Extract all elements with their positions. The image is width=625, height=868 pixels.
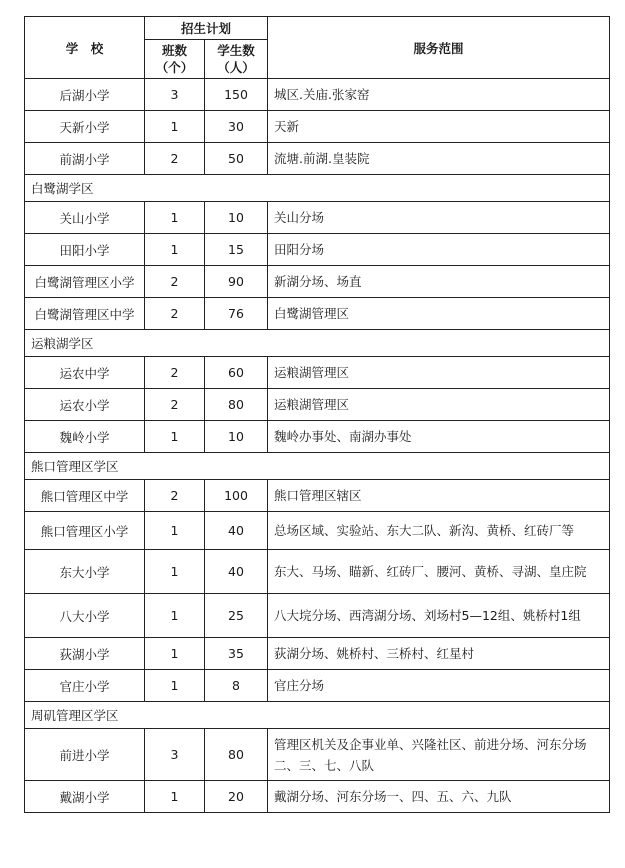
school-cell: 熊口管理区小学: [25, 512, 145, 550]
classes-cell: 1: [145, 594, 205, 638]
table-body: [25, 79, 610, 813]
students-cell: 10: [205, 421, 268, 453]
classes-header: [145, 40, 205, 79]
classes-cell: 1: [145, 512, 205, 550]
students-cell: 60: [205, 357, 268, 389]
table-row: [25, 480, 610, 512]
service-cell: 流塘.前湖.皇装院: [268, 143, 610, 175]
school-cell: 熊口管理区中学: [25, 480, 145, 512]
school-cell: 田阳小学: [25, 234, 145, 266]
service-cell: 白鹭湖管理区: [268, 298, 610, 330]
table-row: [25, 421, 610, 453]
school-cell: 运农中学: [25, 357, 145, 389]
students-cell: 80: [205, 729, 268, 781]
region-row: [25, 330, 610, 357]
table-row: [25, 729, 610, 781]
school-cell: 官庄小学: [25, 670, 145, 702]
school-cell: 前进小学: [25, 729, 145, 781]
service-cell: 田阳分场: [268, 234, 610, 266]
school-cell: 白鹭湖管理区中学: [25, 298, 145, 330]
table-row: [25, 298, 610, 330]
classes-cell: 1: [145, 781, 205, 813]
students-label: 学生数: [217, 43, 255, 58]
school-cell: 荻湖小学: [25, 638, 145, 670]
students-cell: 35: [205, 638, 268, 670]
school-cell: 后湖小学: [25, 79, 145, 111]
students-cell: 10: [205, 202, 268, 234]
service-cell: 天新: [268, 111, 610, 143]
classes-cell: 2: [145, 266, 205, 298]
table-row: [25, 143, 610, 175]
region-title: 运粮湖学区: [25, 330, 610, 357]
service-cell: 魏岭办事处、南湖办事处: [268, 421, 610, 453]
classes-cell: 2: [145, 389, 205, 421]
students-cell: 40: [205, 512, 268, 550]
service-header: 服务范围: [268, 17, 610, 79]
school-cell: 东大小学: [25, 550, 145, 594]
students-header: [205, 40, 268, 79]
table-row: [25, 202, 610, 234]
school-cell: 八大小学: [25, 594, 145, 638]
students-cell: 40: [205, 550, 268, 594]
service-cell: 官庄分场: [268, 670, 610, 702]
service-cell: 管理区机关及企事业单、兴隆社区、前进分场、河东分场二、三、七、八队: [268, 729, 610, 781]
table-row: [25, 638, 610, 670]
school-cell: 戴湖小学: [25, 781, 145, 813]
service-cell: 运粮湖管理区: [268, 389, 610, 421]
enrollment-table: [24, 16, 610, 813]
classes-cell: 2: [145, 143, 205, 175]
region-title: 熊口管理区学区: [25, 453, 610, 480]
students-cell: 25: [205, 594, 268, 638]
region-title: 白鹭湖学区: [25, 175, 610, 202]
students-cell: 15: [205, 234, 268, 266]
region-row: [25, 453, 610, 480]
service-cell: 城区.关庙.张家窑: [268, 79, 610, 111]
region-row: [25, 702, 610, 729]
service-cell: 熊口管理区辖区: [268, 480, 610, 512]
students-cell: 76: [205, 298, 268, 330]
region-title: 周矶管理区学区: [25, 702, 610, 729]
service-cell: 关山分场: [268, 202, 610, 234]
students-unit: （人）: [217, 60, 255, 75]
classes-cell: 2: [145, 480, 205, 512]
classes-cell: 1: [145, 421, 205, 453]
students-cell: 80: [205, 389, 268, 421]
table-row: [25, 512, 610, 550]
students-cell: 100: [205, 480, 268, 512]
school-cell: 前湖小学: [25, 143, 145, 175]
service-cell: 东大、马场、瞄新、红砖厂、腰河、黄桥、寻湖、皇庄院: [268, 550, 610, 594]
classes-cell: 1: [145, 638, 205, 670]
service-cell: 荻湖分场、姚桥村、三桥村、红星村: [268, 638, 610, 670]
table-row: [25, 79, 610, 111]
school-cell: 魏岭小学: [25, 421, 145, 453]
students-cell: 20: [205, 781, 268, 813]
students-cell: 50: [205, 143, 268, 175]
table-row: [25, 357, 610, 389]
students-cell: 90: [205, 266, 268, 298]
school-cell: 白鹭湖管理区小学: [25, 266, 145, 298]
table-row: [25, 594, 610, 638]
service-cell: 总场区域、实验站、东大二队、新沟、黄桥、红砖厂等: [268, 512, 610, 550]
service-cell: 新湖分场、场直: [268, 266, 610, 298]
plan-header: 招生计划: [145, 17, 268, 40]
classes-cell: 1: [145, 234, 205, 266]
classes-label: 班数: [161, 43, 187, 58]
school-cell: 天新小学: [25, 111, 145, 143]
students-cell: 30: [205, 111, 268, 143]
region-row: [25, 175, 610, 202]
table-row: [25, 234, 610, 266]
classes-cell: 2: [145, 357, 205, 389]
table-row: [25, 389, 610, 421]
classes-cell: 1: [145, 670, 205, 702]
classes-cell: 2: [145, 298, 205, 330]
table-row: [25, 266, 610, 298]
school-cell: 运农小学: [25, 389, 145, 421]
classes-cell: 1: [145, 550, 205, 594]
classes-cell: 1: [145, 202, 205, 234]
table-row: [25, 781, 610, 813]
school-header: 学 校: [25, 17, 145, 79]
students-cell: 8: [205, 670, 268, 702]
table-row: [25, 111, 610, 143]
classes-cell: 3: [145, 729, 205, 781]
table-row: [25, 550, 610, 594]
table-row: [25, 670, 610, 702]
service-cell: 戴湖分场、河东分场一、四、五、六、九队: [268, 781, 610, 813]
classes-unit: （个）: [155, 60, 194, 75]
service-cell: 八大垸分场、西湾湖分场、刘场村5—12组、姚桥村1组: [268, 594, 610, 638]
service-cell: 运粮湖管理区: [268, 357, 610, 389]
classes-cell: 3: [145, 79, 205, 111]
school-cell: 关山小学: [25, 202, 145, 234]
classes-cell: 1: [145, 111, 205, 143]
students-cell: 150: [205, 79, 268, 111]
